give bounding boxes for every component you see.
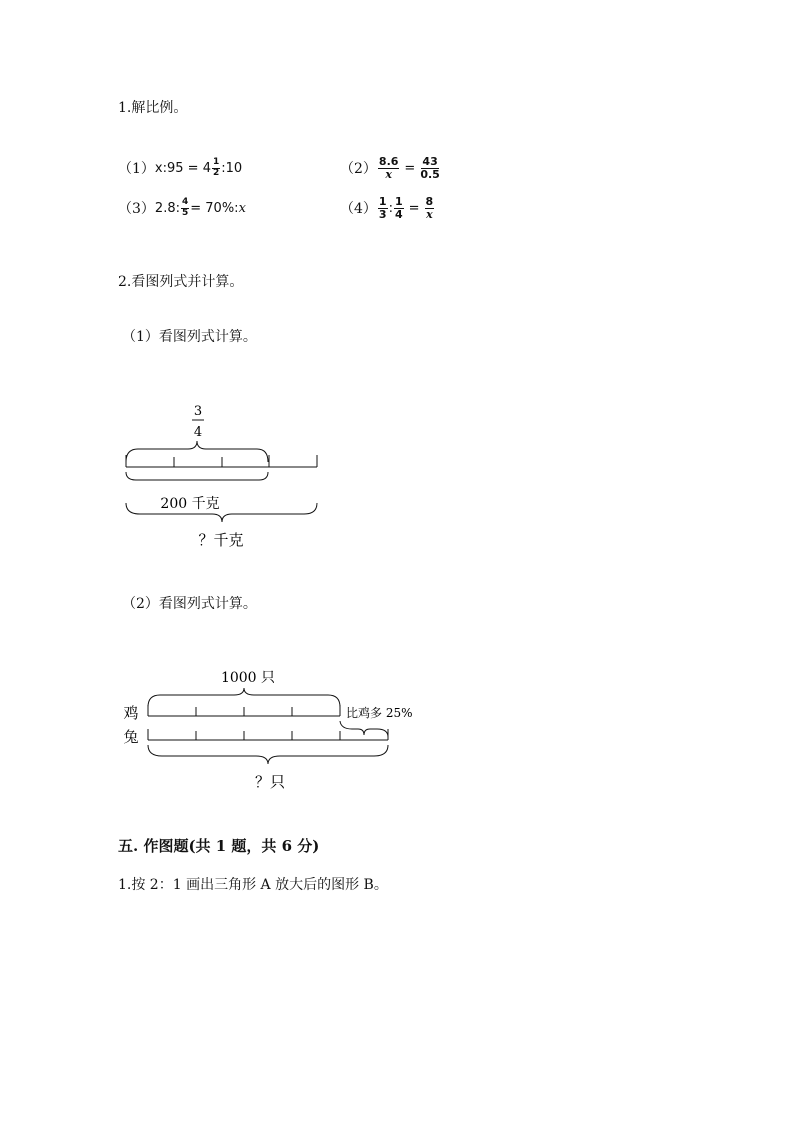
equation-pre: 2.8: bbox=[154, 200, 180, 216]
equals-sign: = bbox=[404, 160, 416, 176]
chicken-label: 鸡 bbox=[123, 704, 139, 722]
equals-sign: = bbox=[408, 200, 420, 216]
unknown-count-label: ？只 bbox=[254, 773, 286, 791]
extra-brace bbox=[340, 721, 388, 737]
top-brace bbox=[148, 688, 340, 707]
section-heading: 五. 作图题(共 1 题，共 6 分) bbox=[118, 837, 320, 855]
item-label: （2） bbox=[340, 161, 377, 177]
extra-percent-label: 比鸡多 25% bbox=[346, 706, 413, 720]
colon: : bbox=[388, 200, 393, 216]
item-label: （4） bbox=[340, 201, 377, 217]
fraction-left: $\frac{8.6}{x}$ bbox=[378, 154, 399, 181]
top-amount-label: 1000 只 bbox=[220, 670, 276, 686]
rabbit-label: 兔 bbox=[123, 728, 139, 746]
unknown-amount-label: ？千克 bbox=[198, 531, 244, 549]
mixed-fraction: $\frac{1}{2}$ bbox=[212, 157, 220, 178]
q2-title: 2.看图列式并计算。 bbox=[118, 274, 244, 290]
q1-title: 1.解比例。 bbox=[118, 100, 188, 116]
fraction-numerator: 3 bbox=[193, 404, 203, 419]
total-brace bbox=[148, 745, 388, 764]
equation-post: = 70%: bbox=[190, 200, 239, 216]
q2-part1-title: （1）看图列式计算。 bbox=[122, 329, 257, 345]
fraction-denominator: 4 bbox=[193, 425, 203, 440]
equation-rhs: :10 bbox=[221, 160, 243, 176]
fraction-right: $\frac{43}{0.5}$ bbox=[420, 154, 440, 181]
variable-x: x bbox=[238, 200, 246, 216]
q2-part2-title: （2）看图列式计算。 bbox=[122, 596, 257, 612]
fraction-a: $\frac{1}{3}$ bbox=[378, 194, 387, 221]
item-label: （3） bbox=[118, 201, 155, 217]
known-amount-label: 200 千克 bbox=[160, 496, 220, 512]
section5-q1: 1.按 2：1 画出三角形 A 放大后的图形 B。 bbox=[118, 877, 388, 893]
fraction-b: $\frac{1}{4}$ bbox=[394, 194, 403, 221]
item-label: （1） bbox=[118, 161, 155, 177]
equation-lhs: x:95 = 4 bbox=[154, 160, 211, 176]
fraction-c: $\frac{8}{x}$ bbox=[425, 194, 434, 221]
fraction: $\frac{4}{5}$ bbox=[181, 197, 189, 218]
